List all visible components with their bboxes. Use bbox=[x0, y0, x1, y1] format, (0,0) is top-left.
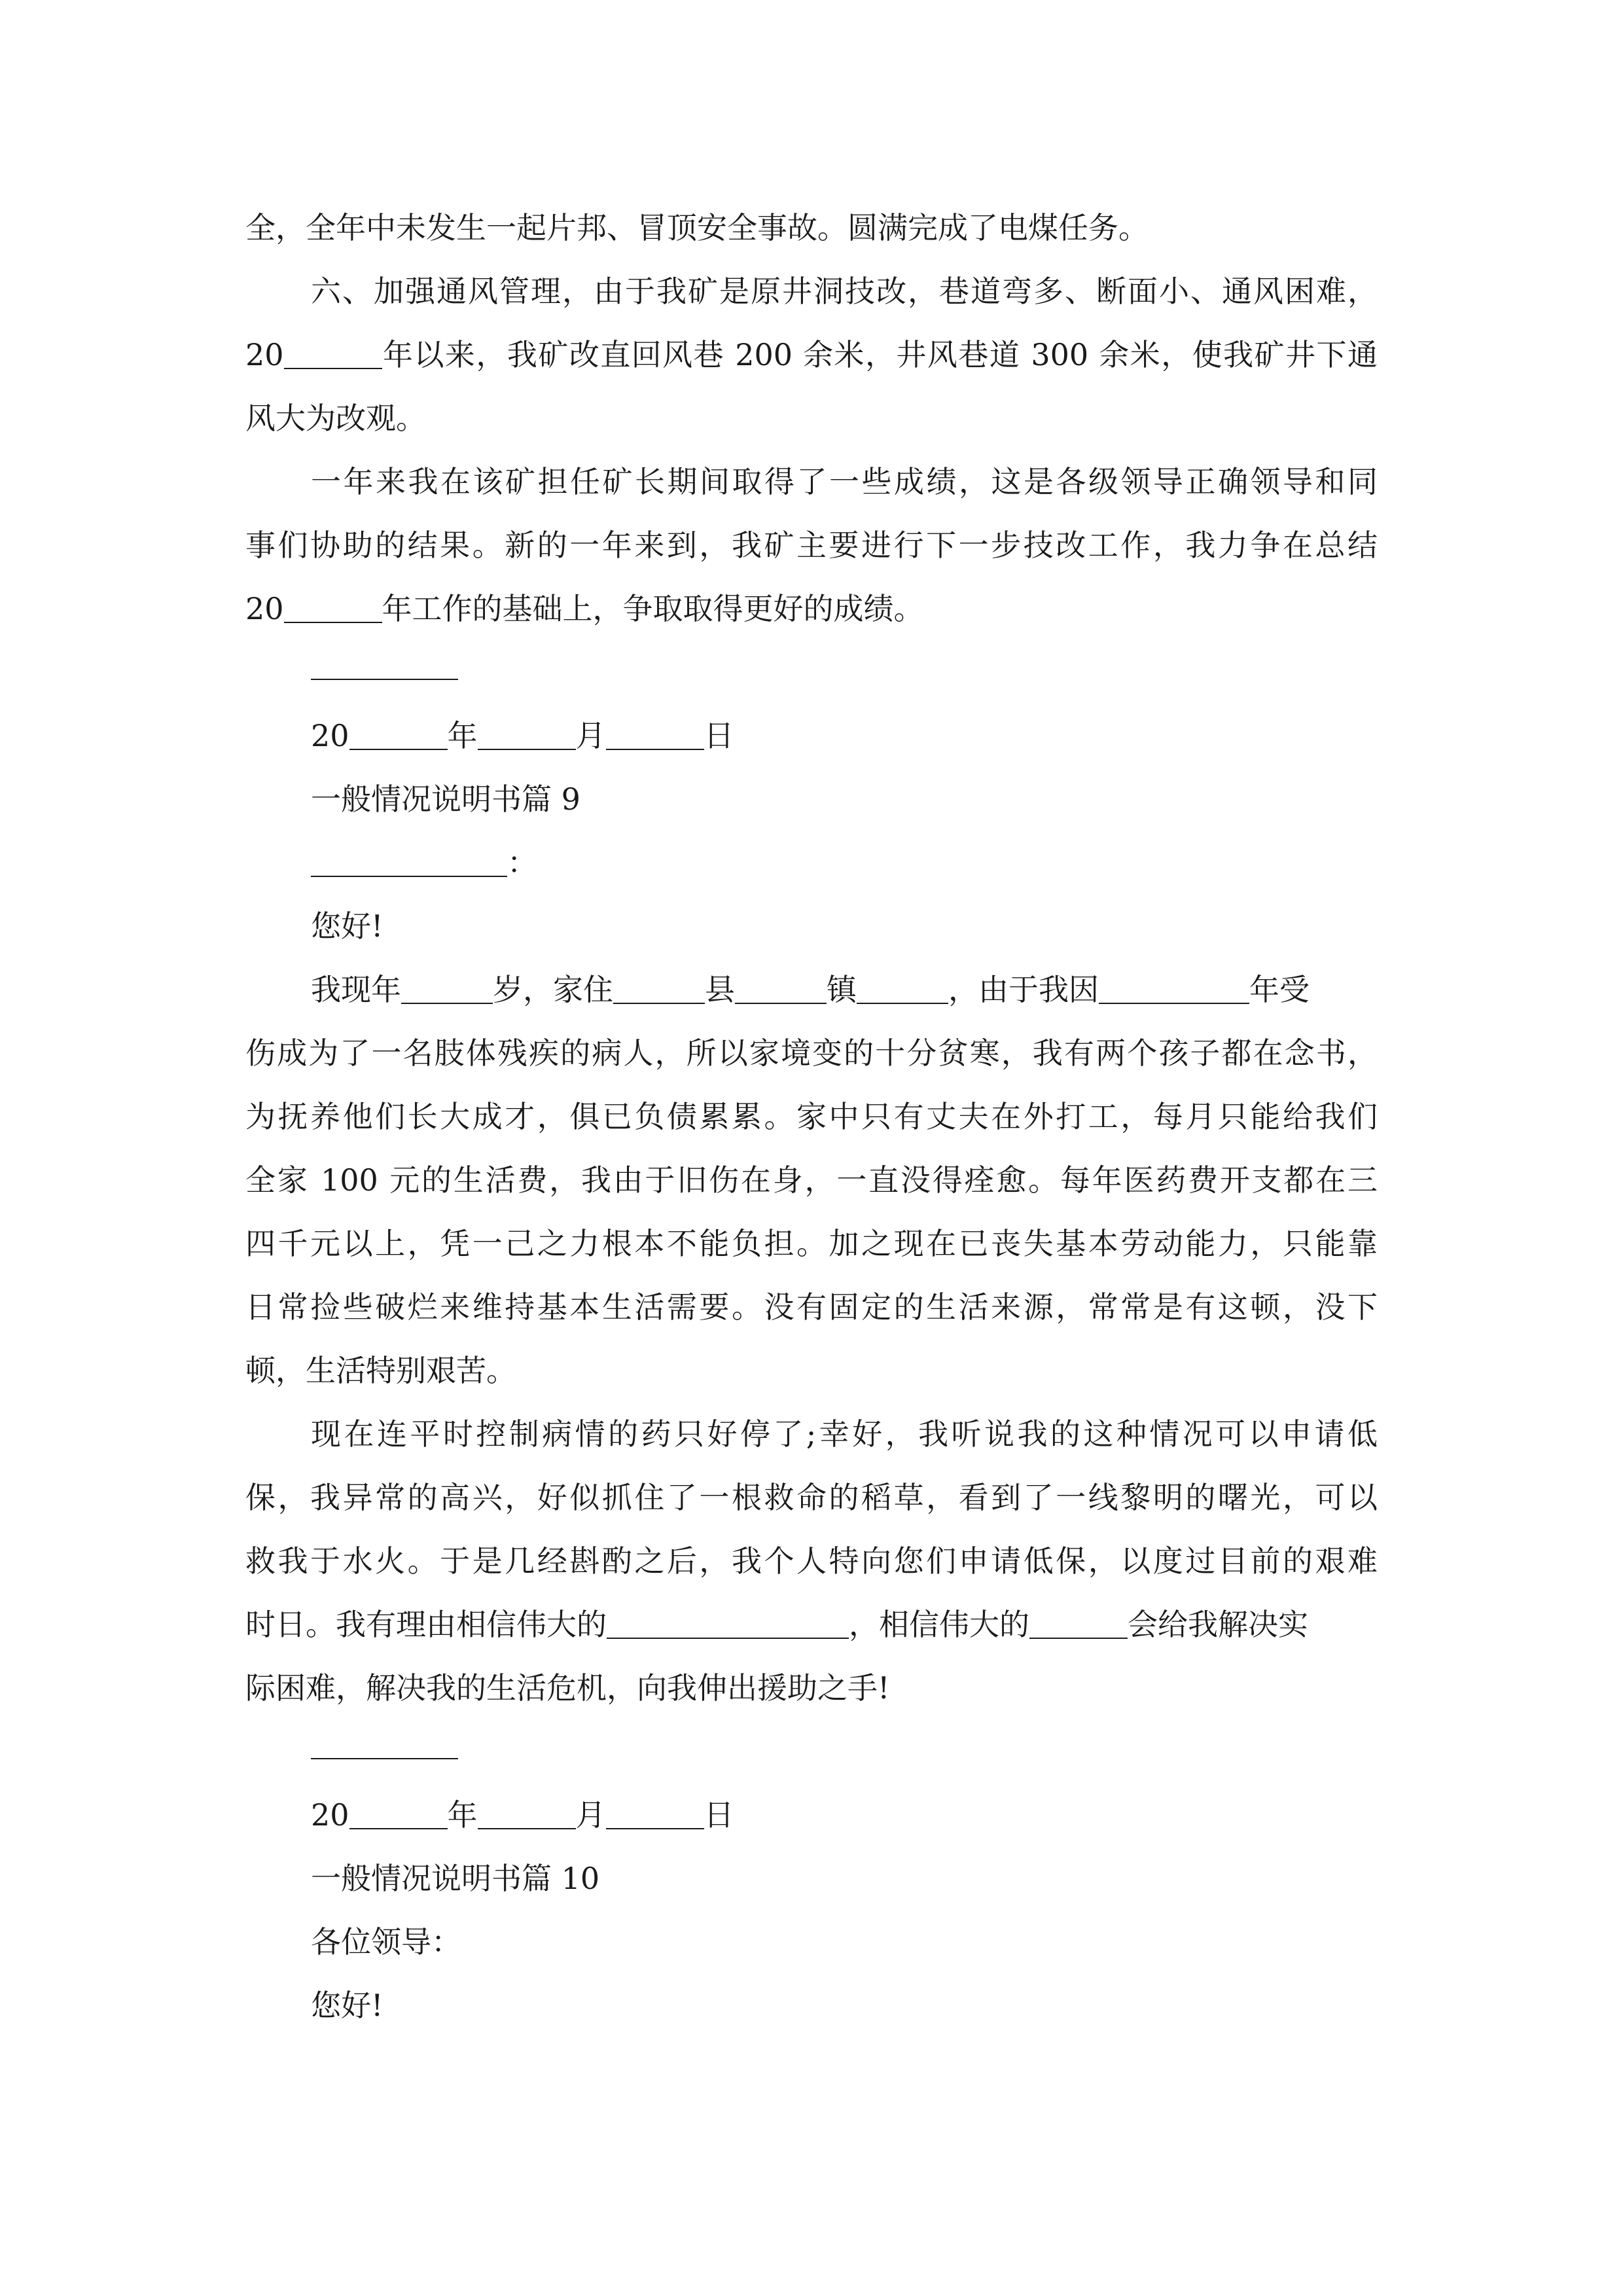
greeting: 您好! bbox=[311, 1988, 383, 2023]
text-segment: 岁，家住 bbox=[493, 972, 613, 1007]
text-line: 四千元以上，凭一己之力根本不能负担。加之现在已丧失基本劳动能力，只能靠 bbox=[245, 1226, 1378, 1261]
date-prefix: 20 bbox=[311, 718, 349, 753]
text-line: 事们协助的结果。新的一年来到，我矿主要进行下一步技改工作，我力争在总结 bbox=[245, 528, 1378, 563]
blank-field bbox=[284, 592, 382, 623]
text-line bbox=[245, 1593, 1378, 1657]
text-line bbox=[245, 958, 1378, 1022]
text-segment: 年工作的基础上，争取取得更好的成绩。 bbox=[382, 591, 924, 626]
date-line bbox=[245, 704, 1378, 768]
text-line: 顿，生活特别艰苦。 bbox=[245, 1353, 516, 1388]
text-segment: 镇 bbox=[827, 972, 857, 1007]
blank-field bbox=[311, 846, 507, 877]
section-title: 一般情况说明书篇 10 bbox=[311, 1861, 600, 1896]
signature-line bbox=[311, 1720, 458, 1784]
text-line: 际困难，解决我的生活危机，向我伸出援助之手! bbox=[245, 1670, 890, 1706]
blank-field bbox=[613, 973, 705, 1004]
text-segment: ，由于我因 bbox=[948, 972, 1099, 1007]
date-line bbox=[245, 1784, 1378, 1847]
year-prefix: 20 bbox=[245, 591, 284, 626]
text-segment: 县 bbox=[705, 972, 735, 1007]
blank-field bbox=[606, 1798, 704, 1829]
section-title: 一般情况说明书篇 9 bbox=[311, 781, 580, 817]
date-year-label: 年 bbox=[447, 1797, 478, 1833]
text-line: 全，全年中未发生一起片邦、冒顶安全事故。圆满完成了电煤任务。 bbox=[245, 210, 1149, 245]
text-line: 伤成为了一名肢体残疾的病人，所以家境变的十分贫寒，我有两个孩子都在念书， bbox=[245, 1035, 1378, 1071]
salutation-line bbox=[245, 831, 1378, 895]
greeting: 您好! bbox=[311, 908, 383, 944]
text-segment: 时日。我有理由相信伟大的 bbox=[245, 1607, 607, 1642]
text-segment: 年以来，我矿改直回风巷 200 余米，井风巷道 300 余米，使我矿井下通 bbox=[382, 337, 1378, 372]
text-segment: 我现年 bbox=[311, 972, 401, 1007]
salutation-colon: ： bbox=[507, 845, 537, 880]
blank-field bbox=[857, 973, 948, 1004]
date-month-label: 月 bbox=[575, 718, 606, 753]
text-line: 一年来我在该矿担任矿长期间取得了一些成绩，这是各级领导正确领导和同 bbox=[311, 464, 1378, 499]
blank-field bbox=[284, 338, 382, 369]
salutation-line: 各位领导： bbox=[311, 1924, 461, 1960]
document-body bbox=[245, 196, 1378, 2037]
blank-field bbox=[1099, 973, 1249, 1004]
blank-field bbox=[401, 973, 493, 1004]
text-line: 日常捡些破烂来维持基本生活需要。没有固定的生活来源，常常是有这顿，没下 bbox=[245, 1289, 1378, 1325]
year-prefix: 20 bbox=[245, 337, 284, 372]
date-day-label: 日 bbox=[704, 718, 734, 753]
blank-field bbox=[1029, 1607, 1128, 1639]
date-prefix: 20 bbox=[311, 1797, 349, 1833]
text-line: 现在连平时控制病情的药只好停了;幸好，我听说我的这种情况可以申请低 bbox=[311, 1416, 1378, 1452]
blank-field bbox=[607, 1607, 849, 1639]
text-line bbox=[245, 323, 1378, 387]
text-segment: 会给我解决实 bbox=[1128, 1607, 1308, 1642]
text-line: 全家 100 元的生活费，我由于旧伤在身，一直没得痊愈。每年医药费开支都在三 bbox=[245, 1162, 1378, 1198]
text-line: 为抚养他们长大成才，俱已负债累累。家中只有丈夫在外打工，每月只能给我们 bbox=[245, 1099, 1378, 1134]
signature-line bbox=[311, 641, 458, 704]
blank-field bbox=[478, 719, 576, 750]
text-line: 六、加强通风管理，由于我矿是原井洞技改，巷道弯多、断面小、通风困难， bbox=[311, 274, 1378, 309]
blank-field bbox=[349, 1798, 448, 1829]
blank-field bbox=[606, 719, 704, 750]
text-line: 救我于水火。于是几经斟酌之后，我个人特向您们申请低保，以度过目前的艰难 bbox=[245, 1543, 1378, 1579]
date-year-label: 年 bbox=[447, 718, 478, 753]
text-segment: 年受 bbox=[1249, 972, 1310, 1007]
blank-field bbox=[735, 973, 827, 1004]
text-line: 风大为改观。 bbox=[245, 401, 426, 436]
text-line: 保，我异常的高兴，好似抓住了一根救命的稻草，看到了一线黎明的曙光，可以 bbox=[245, 1480, 1378, 1515]
date-day-label: 日 bbox=[704, 1797, 734, 1833]
blank-field bbox=[349, 719, 448, 750]
date-month-label: 月 bbox=[575, 1797, 606, 1833]
text-line bbox=[245, 577, 1378, 641]
text-segment: ，相信伟大的 bbox=[849, 1607, 1029, 1642]
blank-field bbox=[478, 1798, 576, 1829]
